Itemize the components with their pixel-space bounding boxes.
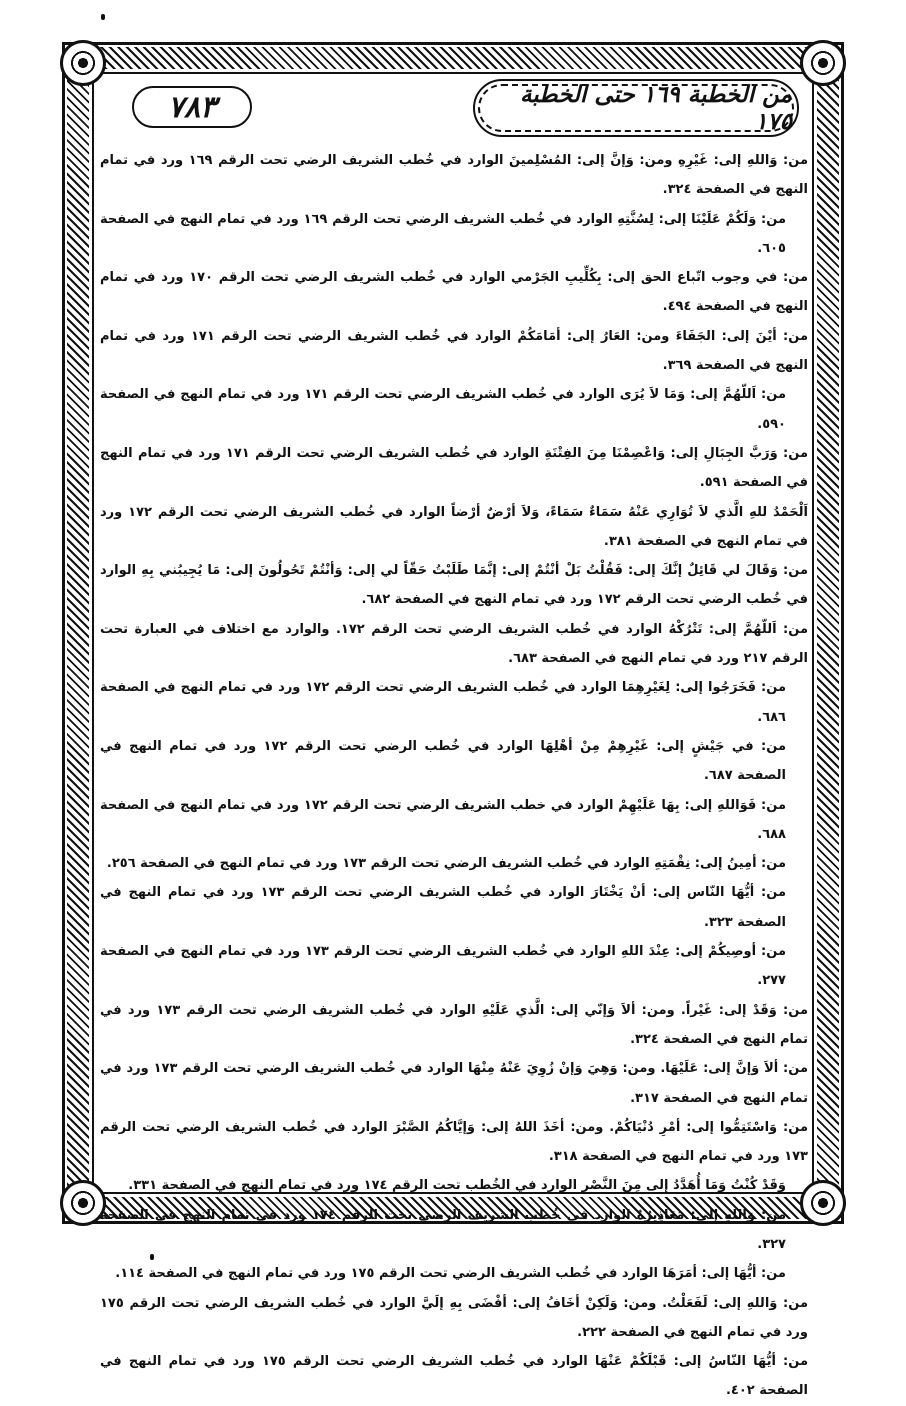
entry-paragraph: من: وَرَبَّ الجِبَالِ إلى: وَاعْصِمْنَا مِنَ الفِتْنَةِ الوارد في خُطب الشريف الرضي تحت الرقم ١٧١ ورد في تمام النهج في الصفحة ٥٩١. [100,445,808,491]
entry-paragraph: من: وَقَالَ لي قَائِلٌ إنَّكَ إلى: فَقُلْتُ بَلْ أنْتُمْ إلى: إنَّمَا طَلَبْتُ حَقّاً لي إلى: وَأنْتُمْ تَحُولُونَ إلى: مَا يُجِيبُني بِهِ الوارد في خُطب الرضي تحت الرقم ١٧٢ ورد في تمام النهج في الصفحة ٦٨٢. [100,563,808,608]
entry-paragraph: من: وَاسْتَتِمُّوا إلى: أمْرِ دُنْيَاكُمْ. ومن: أخَذَ اللهُ إلى: وَإيَّاكُمُ الصَّبْرَ الوارد في خُطب الشريف الرضي تحت الرقم ١٧٣ ورد في تمام النهج في الصفحة ٣١٨. [100,1119,808,1165]
entry-paragraph: من: وَلَكُمْ عَلَيْنَا إلى: لِسُنَّتِهِ الوارد في خُطب الشريف الرضي تحت الرقم ١٦٩ ورد في تمام النهج في الصفحة ٦٠٥. [100,211,786,256]
entry-paragraph: وَقَدْ كُنْتُ وَمَا أُهَدَّدُ إلى مِنَ النَّصْرِ الوارد في الخُطب تحت الرقم ١٧٤ ورد في تمام النهج في الصفحة ٣٣١. [128,1178,786,1194]
entry-paragraph: اَلْحَمْدُ للهِ الَّذي لاَ تُوَارِي عَنْهُ سَمَاءٌ سَمَاءً، وَلاَ أرْضٌ أرْضاً الوارد في خُطب الشريف الرضي تحت الرقم ١٧٢ ورد في تمام النهج في الصفحة ٣٨١. [100,504,808,549]
entry-paragraph: من: اَللّهُمَّ إلى: تَتْرُكْهُ الوارد في خُطب الشريف الرضي تحت الرقم ١٧٢. والوارد مع اختلاف في العبارة تحت الرقم ٢١٧ ورد في تمام النهج في الصفحة ٦٨٣. [100,621,808,667]
entry-paragraph: من: وَاللهِ إلى: مَعَاذِيرُهُ الوارد في خُطب الشريف الرضي تحت الرقم ١٧٤ ورد في تمام النهج في الصفحة ٣٢٧. [100,1207,787,1252]
entry-paragraph: من: فَوَاللهِ إلى: بِهَا عَلَيْهِمْ الوارد في خطب الشريف الرضي تحت الرقم ١٧٢ ورد في تمام النهج في الصفحة ٦٨٨. [100,797,787,842]
entry-paragraph: من: أيُّهَا النّاس إلى: أنْ يَخْتَارَ الوارد في خُطب الشريف الرضي تحت الرقم ١٧٣ ورد في تمام النهج في الصفحة ٣٢٣. [100,885,786,930]
entry-paragraph: من: فَخَرَجُوا إلى: لِغَيْرِهِمَا الوارد في خُطب الشريف الرضي تحت الرقم ١٧٢ ورد في تمام النهج في الصفحة ٦٨٦. [100,680,787,725]
corner-ornament-icon [60,40,106,86]
entry-paragraph: من: أيُّهَا إلى: أمَرَهَا الوارد في خُطب الشريف الرضي تحت الرقم ١٧٥ ورد في تمام النهج في الصفحة ١١٤. [115,1266,786,1282]
page-title-text: من الخطبة ١٦٩ حتى الخطبة ١٧٥ [519,81,792,135]
entry-paragraph: من: أمِينُ إلى: نِقْمَتِهِ الوارد في خُطب الشريف الرضي تحت الرقم ١٧٣ ورد في تمام النهج في الصفحة ٢٥٦. [106,856,786,872]
entry-paragraph: من: أيْنَ إلى: الجَفَاءَ ومن: العَارُ إلى: أمَامَكُمْ الوارد في خُطب الشريف الرضي تحت الرقم ١٧١ ورد في تمام النهج في الصفحة ٣٦٩. [100,328,809,374]
entry-paragraph: من: وَقَدْ إلى: غَيْراً. ومن: ألاَ وَإنّي إلى: الَّذي عَلَيْهِ الوارد في خُطب الشريف الرضي تحت الرقم ١٧٣ ورد في تمام النهج في الصفحة ٣٢٤. [100,1002,809,1047]
entry-paragraph: من: وَاللهِ إلى: لَفَعَلْتُ. ومن: وَلَكِنْ أخَافُ إلى: أفْضَى بِهِ إلَيَّ الوارد في خُطب الشريف الرضي تحت الرقم ١٧٥ ورد في تمام النهج في الصفحة ٢٢٢. [100,1295,808,1340]
entry-paragraph: من: اَللّهُمَّ إلى: وَمَا لاَ يُرَى الوارد في خُطب الشريف الرضي تحت الرقم ١٧١ ورد في تمام النهج في الصفحة ٥٩٠. [100,387,787,432]
entry-paragraph: من: وَاللهِ إلى: غَيْرِهِ ومن: وَإنَّ إلى: المُسْلِمينَ الوارد في خُطب الشريف الرضي تحت الرقم ١٦٩ ورد في تمام النهج في الصفحة ٣٢٤. [100,153,809,198]
page-number [132,86,252,128]
entry-paragraph: من: أيُّهَا النّاسُ إلى: قَبْلَكُمْ عَنْهَا الوارد في خُطب الشريف الرضي تحت الرقم ١٧٥ ورد في تمام النهج في الصفحة ٤٠٢. [100,1354,809,1399]
corner-ornament-icon [800,40,846,86]
page-title [478,81,794,135]
entry-paragraph: من: أوصِيكُمْ إلى: عِنْدَ اللهِ الوارد في خُطب الشريف الرضي تحت الرقم ١٧٣ ورد في تمام النهج في الصفحة ٢٧٧. [100,944,787,989]
entry-paragraph: من: ألاَ وَإنَّ إلى: عَلَيْهَا. ومن: وَهِيَ وَإنْ زُوِيَ عَنْهُ مِنْهَا الوارد في خُطب الشريف الرضي تحت الرقم ١٧٣ ورد في تمام النهج في الصفحة ٣١٧. [100,1061,808,1106]
entry-paragraph: من: في وجوب اتّباع الحق إلى: بِكُلِّيبِ الجَرْمي الوارد في خُطب الشريف الرضي تحت الرقم ١٧٠ ورد في تمام النهج في الصفحة ٤٩٤. [100,270,808,315]
content-body [100,146,809,1399]
page-number-text: ٧٨٣ [167,89,217,125]
entry-paragraph: من: في جَيْشٍ إلى: غَيْرِهِمْ مِنْ أهْلِهَا الوارد في خُطب الرضي تحت الرقم ١٧٢ ورد في تمام النهج في الصفحة ٦٨٧. [100,738,787,784]
stray-ink-mark [101,14,105,20]
